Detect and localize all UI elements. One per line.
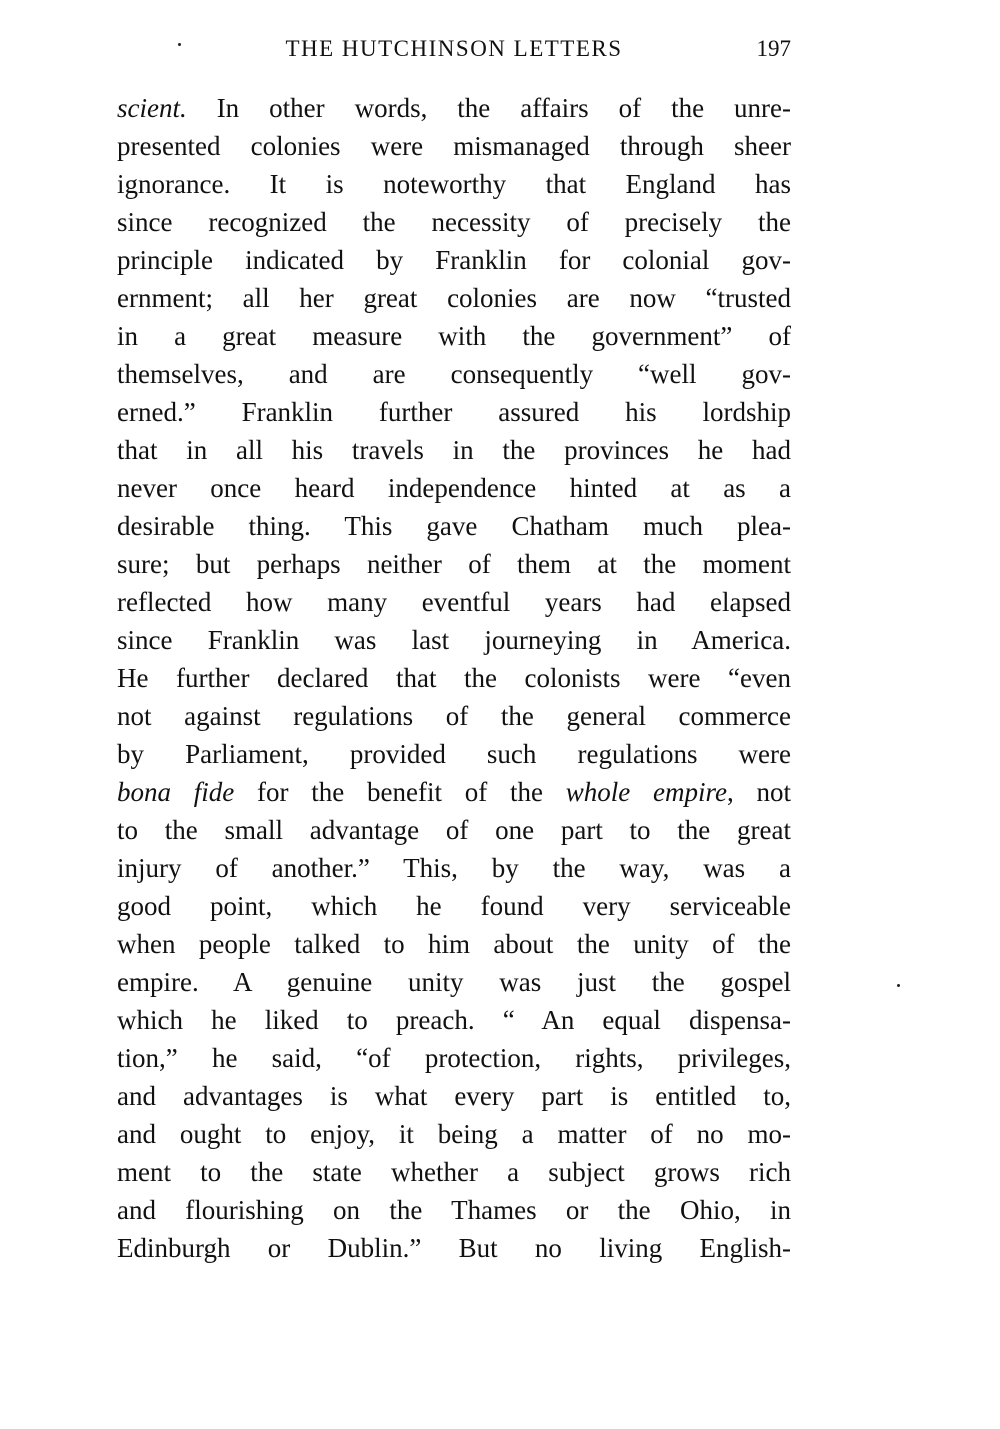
text-line [117,1191,791,1229]
text-segment: themselves, and are consequently “well gov- [117,359,791,389]
body-text [117,89,791,1267]
text-segment: injury of another.” This, by the way, was a [117,853,791,883]
text-segment: since Franklin was last journeying in America. [117,625,791,655]
text-segment: sure; but perhaps neither of them at the moment [117,549,791,579]
text-segment: reflected how many eventful years had elapsed [117,587,791,617]
scan-speck [178,43,181,46]
text-line [117,735,791,773]
text-line [117,1039,791,1077]
text-line [117,545,791,583]
text-line [117,583,791,621]
text-line [117,697,791,735]
scan-speck [897,984,900,987]
page-number: 197 [756,36,791,61]
text-line [117,925,791,963]
text-segment: principle indicated by Franklin for colonial gov- [117,245,791,275]
text-segment: tion,” he said, “of protection, rights, privileges, [117,1043,791,1073]
text-segment: desirable thing. This gave Chatham much plea- [117,511,791,541]
text-line [117,1001,791,1039]
text-line [117,317,791,355]
text-segment: which he liked to preach. “ An equal dispensa- [117,1005,791,1035]
text-line [117,431,791,469]
text-line [117,887,791,925]
text-segment: empire. A genuine unity was just the gospel [117,967,791,997]
text-segment: not against regulations of the general commerce [117,701,791,731]
text-line [117,127,791,165]
text-line [117,621,791,659]
text-segment: , not [726,777,791,807]
text-line [117,469,791,507]
text-segment: in a great measure with the government” of [117,321,791,351]
italic-text: whole empire [565,777,727,807]
text-line [117,203,791,241]
text-line [117,849,791,887]
running-head-title: THE HUTCHINSON LETTERS [285,36,623,61]
text-line [117,811,791,849]
text-line [117,507,791,545]
text-line [117,1229,791,1267]
text-segment: He further declared that the colonists were “even [117,663,791,693]
text-segment: that in all his travels in the provinces he had [117,435,791,465]
text-segment: good point, which he found very serviceable [117,891,791,921]
text-line [117,773,791,811]
text-line [117,355,791,393]
text-segment: ernment; all her great colonies are now “trusted [117,283,791,313]
text-line [117,165,791,203]
italic-text: bona fide [117,777,235,807]
text-line [117,1077,791,1115]
text-segment: to the small advantage of one part to the great [117,815,791,845]
text-segment: ment to the state whether a subject grows rich [117,1157,791,1187]
text-segment: erned.” Franklin further assured his lordship [117,397,791,427]
text-segment: by Parliament, provided such regulations were [117,739,791,769]
text-line [117,89,791,127]
text-line [117,241,791,279]
text-segment: In other words, the affairs of the unre- [186,93,791,123]
italic-text: scient. [117,93,187,123]
text-segment: for the benefit of the [234,777,566,807]
page-header [117,36,791,72]
text-line [117,1115,791,1153]
text-segment: and advantages is what every part is entitled to, [117,1081,791,1111]
text-line [117,279,791,317]
text-segment: since recognized the necessity of precisely the [117,207,791,237]
text-line [117,393,791,431]
text-line [117,963,791,1001]
text-segment: never once heard independence hinted at as a [117,473,791,503]
text-segment: and ought to enjoy, it being a matter of no mo- [117,1119,791,1149]
text-segment: presented colonies were mismanaged through sheer [117,131,791,161]
text-line [117,1153,791,1191]
text-segment: when people talked to him about the unity of the [117,929,791,959]
text-segment: ignorance. It is noteworthy that England has [117,169,791,199]
text-segment: Edinburgh or Dublin.” But no living English- [117,1233,791,1263]
text-line [117,659,791,697]
text-segment: and flourishing on the Thames or the Ohio, in [117,1195,791,1225]
